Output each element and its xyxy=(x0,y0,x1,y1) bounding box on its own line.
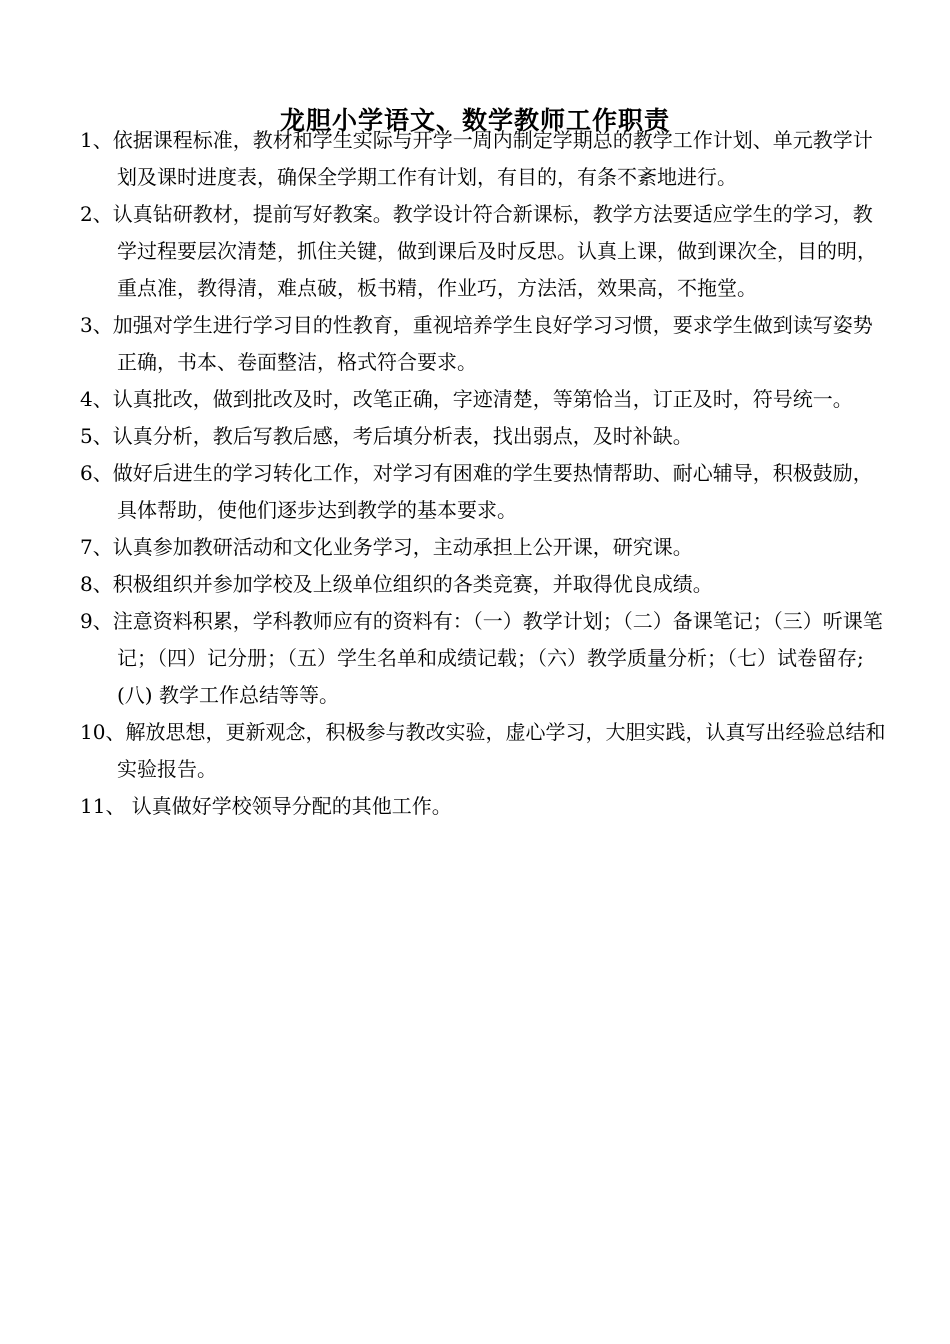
duty-item-8: 8、积极组织并参加学校及上级单位组织的各类竞赛，并取得优良成绩。 xyxy=(80,572,713,596)
duty-item-5: 5、认真分析，教后写教后感，考后填分析表，找出弱点，及时补缺。 xyxy=(80,424,693,448)
duty-item-1: 1、依据课程标准，教材和学生实际与开学一周内制定学期总的教学工作计划、单元教学计划及课时进度表，确保全学期工作有计划，有目的，有条不紊地进行。 xyxy=(80,128,873,189)
duty-item-4: 4、认真批改，做到批改及时，改笔正确，字迹清楚，等第恰当，订正及时，符号统一。 xyxy=(80,387,853,411)
duty-item-10: 10、解放思想，更新观念，积极参与教改实验，虚心学习，大胆实践，认真写出经验总结和实验报告。 xyxy=(80,720,886,781)
document-title: 龙胆小学语文、数学教师工作职责 xyxy=(279,105,670,135)
duty-item-9: 9、注意资料积累，学科教师应有的资料有：（一）教学计划；（二）备课笔记；（三）听课笔记；（四）记分册；（五）学生名单和成绩记载；（六）教学质量分析；（七）试卷留存;(八) 教学工作总结等等。 xyxy=(80,609,883,707)
duty-item-11: 11、 认真做好学校领导分配的其他工作。 xyxy=(80,794,452,818)
duty-list xyxy=(80,122,890,825)
duty-item-2: 2、认真钻研教材，提前写好教案。教学设计符合新课标，教学方法要适应学生的学习，教学过程要层次清楚，抓住关键，做到课后及时反思。认真上课，做到课次全，目的明，重点准，教得清，难点破，板书精，作业巧，方法活，效果高，不拖堂。 xyxy=(80,202,877,300)
duty-item-6: 6、做好后进生的学习转化工作，对学习有困难的学生要热情帮助、耐心辅导，积极鼓励，具体帮助，使他们逐步达到教学的基本要求。 xyxy=(80,461,873,522)
duty-item-7: 7、认真参加教研活动和文化业务学习，主动承担上公开课，研究课。 xyxy=(80,535,693,559)
duty-item-3: 3、加强对学生进行学习目的性教育，重视培养学生良好学习习惯，要求学生做到读写姿势正确，书本、卷面整洁，格式符合要求。 xyxy=(80,313,873,374)
